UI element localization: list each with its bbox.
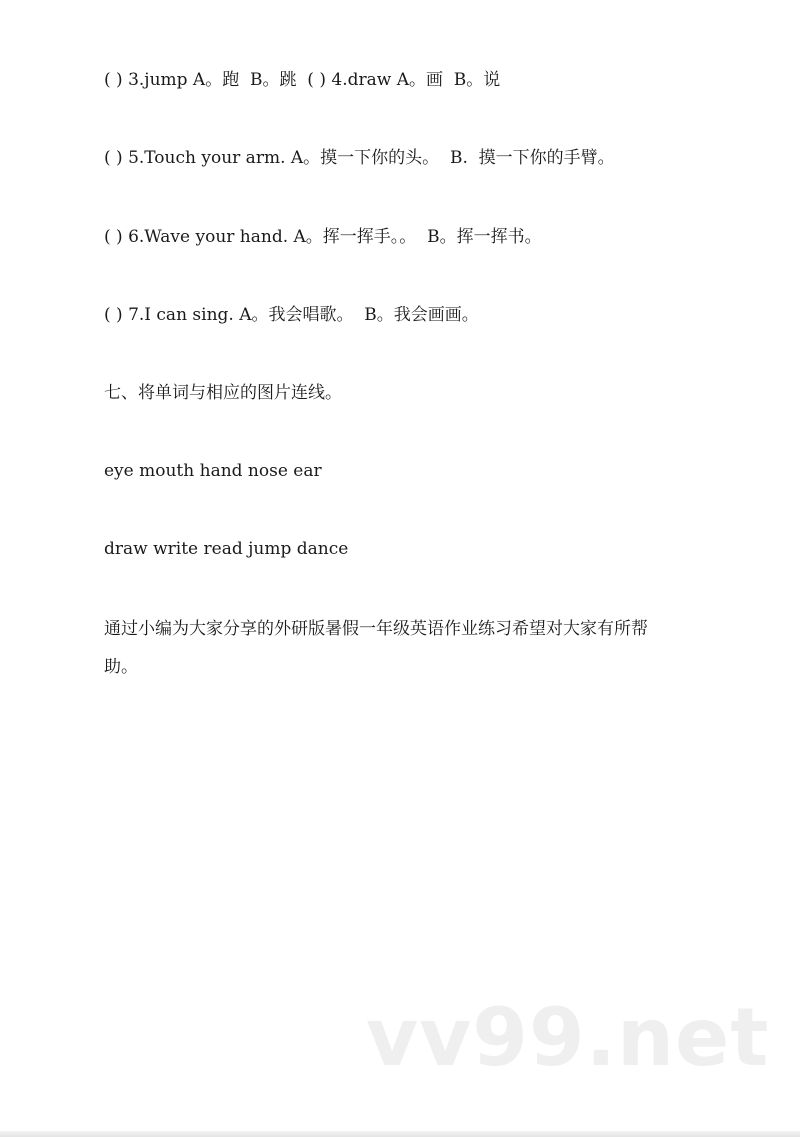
word-list-body-parts: eye mouth hand nose ear: [104, 461, 322, 481]
closing-paragraph-line-1: 通过小编为大家分享的外研版暑假一年级英语作业练习希望对大家有所帮: [104, 619, 648, 639]
question-7: ( ) 7.I can sing. A。我会唱歌。 B。我会画画。: [104, 305, 479, 325]
section-7-heading: 七、将单词与相应的图片连线。: [104, 383, 342, 403]
watermark: vv99.net: [366, 991, 770, 1084]
word-list-actions: draw write read jump dance: [104, 539, 349, 559]
closing-paragraph-line-2: 助。: [104, 657, 138, 677]
question-3-4: ( ) 3.jump A。跑 B。跳 ( ) 4.draw A。画 B。说: [104, 70, 501, 90]
question-6: ( ) 6.Wave your hand. A。挥一挥手。。 B。挥一挥书。: [104, 227, 542, 247]
page-bottom-edge: [0, 1131, 800, 1137]
question-5: ( ) 5.Touch your arm. A。摸一下你的头。 B. 摸一下你的手臂。: [104, 148, 615, 168]
